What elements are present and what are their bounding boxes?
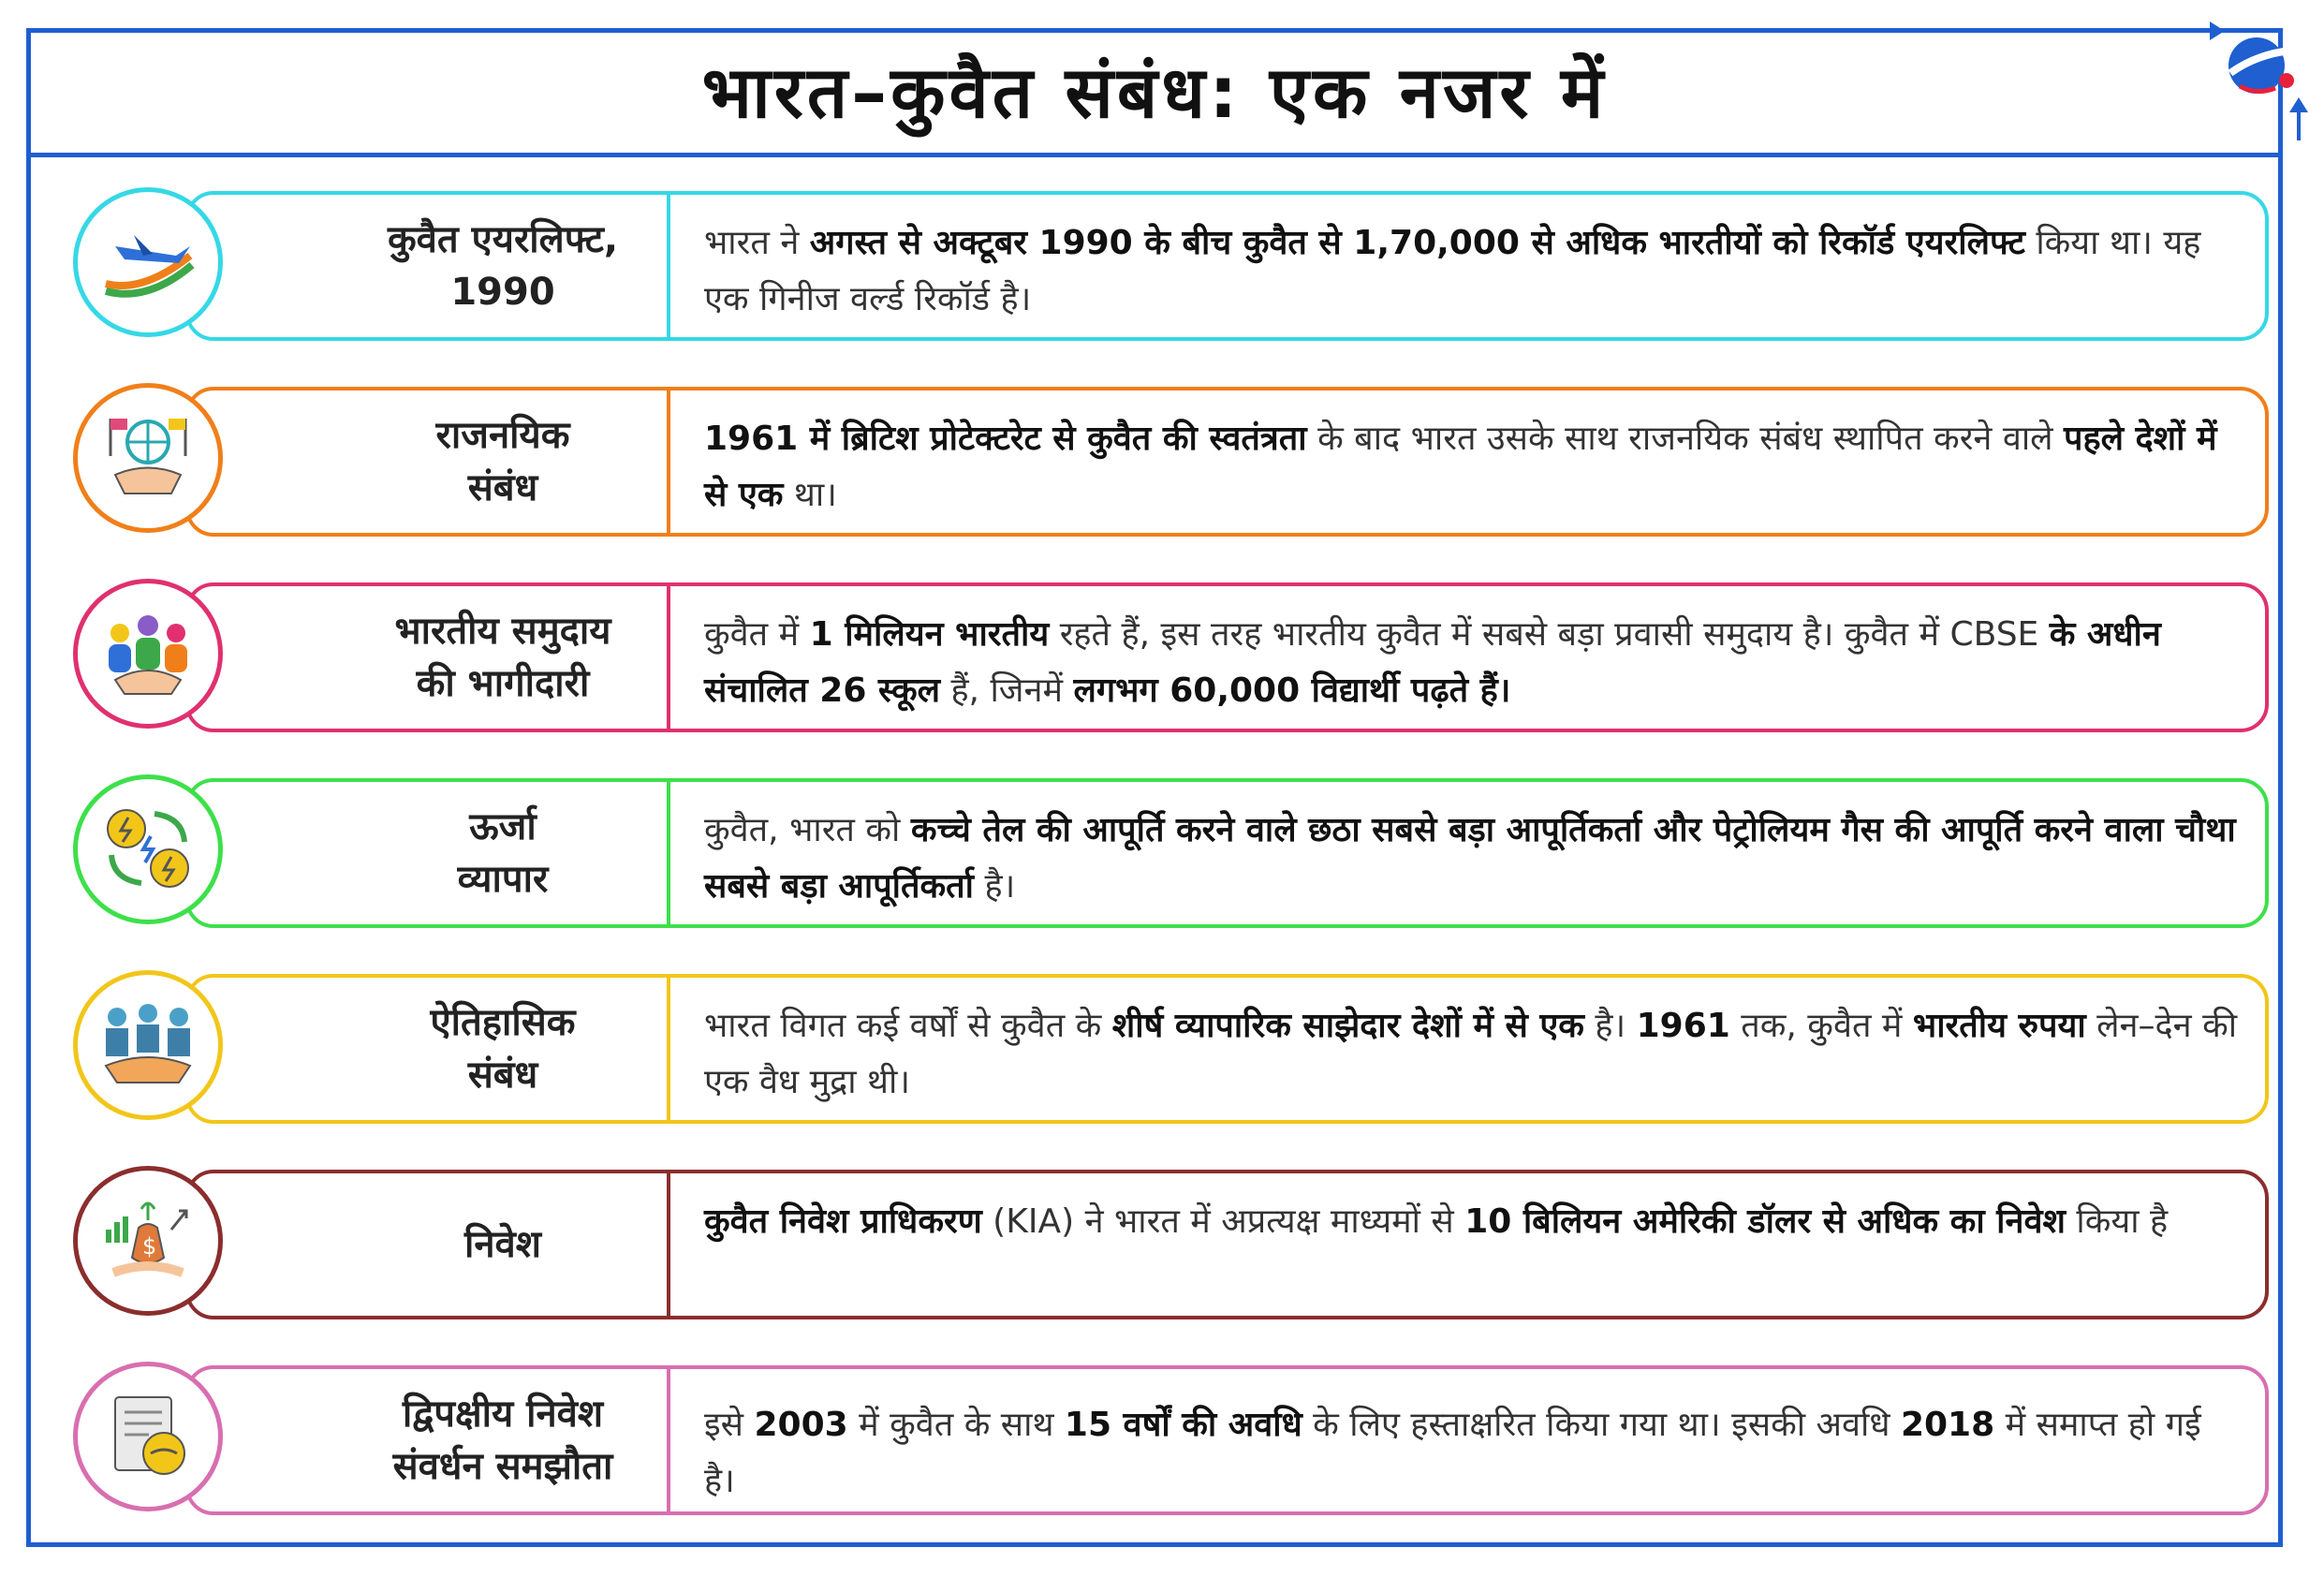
topic-label [339,586,667,729]
topic-description [704,411,2240,523]
body-text: इसे [704,1406,755,1444]
info-card [185,1170,2269,1319]
card-divider [667,1369,670,1511]
icon-badge [73,970,223,1120]
highlight-text: 1961 में ब्रिटिश प्रोटेक्टरेट से कुवैत की स्वतंत्रता [704,420,1307,458]
topic-description [704,803,2240,915]
info-card [185,974,2269,1124]
card-divider [667,782,670,924]
highlight-text: लगभग 60,000 विद्यार्थी पढ़ते हैं। [1073,671,1511,710]
topic-label-line: की भागीदारी [416,662,590,705]
info-row [73,582,2287,732]
topic-description [704,215,2240,328]
body-text: तक, कुवैत में [1729,1007,1913,1045]
topic-label-line: 1990 [450,271,555,314]
highlight-text: पहले देशों में से एक [704,420,2217,514]
icon-badge [73,187,223,337]
topic-label [339,1173,667,1316]
topic-label-line: कुवैत एयरलिफ्ट, [387,218,619,261]
card-divider [667,1173,670,1316]
info-card [185,582,2269,732]
info-row [73,387,2287,537]
topic-label [339,391,667,533]
topic-label-line: संवर्धन समझौता [392,1445,613,1488]
card-divider [667,195,670,337]
body-text: में समाप्त हो गई है। [704,1406,2201,1500]
body-text: कुवैत, भारत को [704,811,911,849]
topic-description [704,1194,2240,1250]
brand-logo-icon [2219,26,2298,105]
info-card [185,191,2269,341]
airplane-icon [96,218,199,306]
body-text: हैं, जिनमें [940,671,1074,710]
info-card [185,387,2269,537]
highlight-text: 2003 [754,1406,848,1444]
topic-label-line: निवेश [464,1223,541,1266]
investment-icon [96,1192,199,1290]
topic-label-line: राजनयिक [435,414,570,457]
topic-label-line: संबंध [467,1054,538,1097]
topic-label [339,195,667,337]
historic-partnership-icon [96,996,199,1094]
topic-label-line: ऊर्जा [469,805,537,848]
highlight-text: के अधीन संचालित 26 स्कूल [704,615,2161,710]
body-text: में कुवैत के साथ [847,1406,1065,1444]
icon-badge [73,1166,223,1316]
topic-label [339,1369,667,1511]
diplomacy-handshake-icon [96,409,199,507]
topic-label-line: संबंध [467,466,538,509]
topic-label-line: द्विपक्षीय निवेश [402,1393,604,1436]
highlight-text: 1 मिलियन भारतीय [809,615,1050,654]
topic-description [704,607,2240,719]
title-bar [26,28,2283,157]
card-divider [667,391,670,533]
body-text: (KIA) ने भारत में अप्रत्यक्ष माध्यमों से [981,1202,1465,1241]
icon-badge [73,1362,223,1511]
icon-badge [73,774,223,924]
card-divider [667,586,670,729]
body-text: लेन–देन की एक वैध मुद्रा थी। [704,1007,2238,1101]
community-icon [96,605,199,702]
svg-text:$: $ [142,1233,157,1260]
topic-label-line: व्यापार [457,858,549,901]
body-text: किया था। यह एक गिनीज वर्ल्ड रिकॉर्ड है। [704,224,2201,318]
info-row [73,191,2287,341]
highlight-text: 10 बिलियन अमेरिकी डॉलर से अधिक का निवेश [1464,1202,2066,1241]
topic-label [339,782,667,924]
highlight-text: भारतीय रुपया [1912,1007,2086,1045]
info-row [73,974,2287,1124]
highlight-text: 15 वर्षों की अवधि [1064,1406,1302,1444]
highlight-text: कच्चे तेल की आपूर्ति करने वाले छठा सबसे बड़ा आपूर्तिकर्ता और पेट्रोलियम गैस की आपूर्ति करने वाला चौथा सबसे बड़ा आपूर्तिकर्ता [704,811,2236,906]
body-text: के बाद भारत उसके साथ राजनयिक संबंध स्थापित करने वाले [1306,420,2065,458]
body-text: है। [1583,1007,1637,1045]
energy-trade-icon [96,801,199,898]
info-card [185,1365,2269,1515]
card-divider [667,978,670,1120]
icon-badge [73,579,223,729]
topic-description [704,998,2240,1111]
highlight-text: शीर्ष व्यापारिक साझेदार देशों में से एक [1111,1007,1584,1045]
info-row [73,778,2287,928]
body-text: भारत विगत कई वर्षों से कुवैत के [704,1007,1112,1045]
highlight-text: अगस्त से अक्टूबर 1990 के बीच कुवैत से 1,70,000 से अधिक भारतीयों को रिकॉर्ड एयरलिफ्ट [809,224,2025,262]
highlight-text: 2018 [1900,1406,1995,1444]
body-text: कुवैत में [704,615,810,654]
topic-label-line: भारतीय समुदाय [394,610,611,653]
page-title: भारत–कुवैत संबंध: एक नजर में [701,51,1608,134]
icon-badge [73,383,223,533]
agreement-document-icon [96,1388,199,1485]
topic-label [339,978,667,1120]
highlight-text: 1961 [1636,1007,1730,1045]
highlight-text: कुवैत निवेश प्राधिकरण [704,1202,982,1241]
info-card [185,778,2269,928]
body-text: भारत ने [704,224,810,262]
info-row [73,1365,2287,1515]
body-text: किया है [2065,1202,2169,1241]
topic-description [704,1397,2240,1510]
body-text: था। [783,476,837,514]
body-text: के लिए हस्ताक्षरित किया गया था। इसकी अवधि [1302,1406,1901,1444]
body-text: रहते हैं, इस तरह भारतीय कुवैत में सबसे बड़ा प्रवासी समुदाय है। कुवैत में CBSE [1049,615,2050,654]
body-text: है। [974,867,1016,906]
info-row [73,1170,2287,1319]
topic-label-line: ऐतिहासिक [430,1001,576,1044]
